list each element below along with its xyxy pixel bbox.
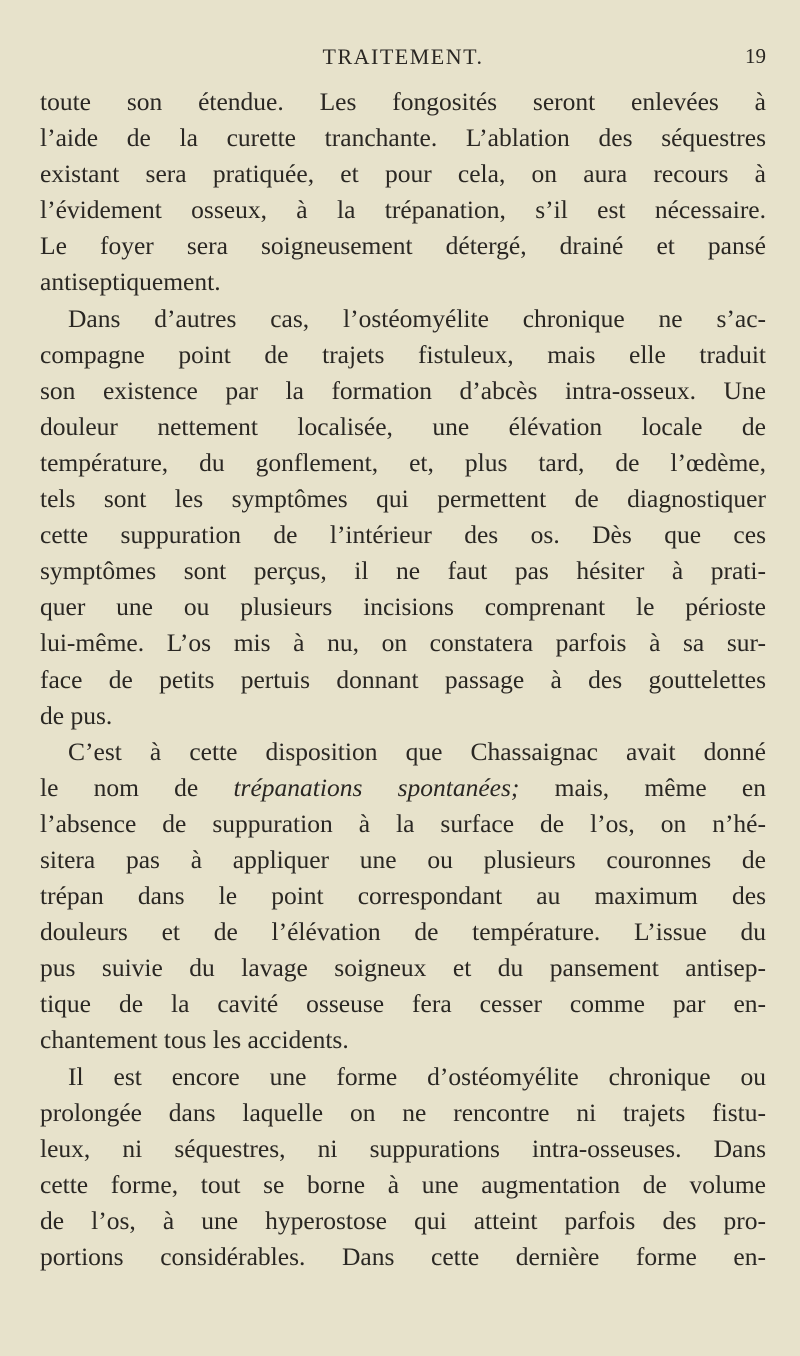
text-line: trépan dans le point correspondant au maximum des [40, 881, 766, 911]
text-line: cette suppuration de l’intérieur des os. Dès que ces [40, 520, 766, 550]
text-line: Il est encore une forme d’ostéomyélite chronique ou [68, 1061, 766, 1091]
text-line: de l’os, à une hyperostose qui atteint parfois des pro- [40, 1205, 766, 1235]
text-line: antiseptiquement. [40, 267, 221, 297]
italic-term: trépanations spontanées; [233, 772, 520, 802]
text-line: chantement tous les accidents. [40, 1025, 349, 1055]
text-line: l’aide de la curette tranchante. L’ablation des séquestres [40, 123, 766, 153]
page-number: 19 [745, 44, 766, 68]
text-segment: mais, même en [519, 772, 766, 802]
text-line: face de petits pertuis donnant passage à des gouttelettes [40, 664, 766, 694]
text-line: tels sont les symptômes qui permettent de diagnostiquer [40, 484, 766, 514]
text-line: de pus. [40, 700, 113, 730]
body-text [40, 84, 766, 1275]
text-line: Dans d’autres cas, l’ostéomyélite chronique ne s’ac- [68, 303, 766, 333]
text-line: sitera pas à appliquer une ou plusieurs couronnes de [40, 844, 766, 874]
text-line: l’évidement osseux, à la trépanation, s’il est nécessaire. [40, 195, 766, 225]
text-line: cette forme, tout se borne à une augmentation de volume [40, 1169, 766, 1199]
text-line: Le foyer sera soigneusement détergé, drainé et pansé [40, 231, 766, 261]
page-header [40, 44, 766, 78]
running-title: TRAITEMENT. [322, 44, 484, 69]
text-line: symptômes sont perçus, il ne faut pas hésiter à prati- [40, 556, 766, 586]
text-line: existant sera pratiquée, et pour cela, on aura recours à [40, 159, 766, 189]
text-line: son existence par la formation d’abcès intra-osseux. Une [40, 375, 766, 405]
text-line: compagne point de trajets fistuleux, mais elle traduit [40, 339, 766, 369]
text-line: prolongée dans laquelle on ne rencontre ni trajets fistu- [40, 1097, 766, 1127]
text-line: pus suivie du lavage soigneux et du pansement antisep- [40, 953, 766, 983]
text-line: toute son étendue. Les fongosités seront enlevées à [40, 87, 766, 116]
text-line: tique de la cavité osseuse fera cesser comme par en- [40, 989, 766, 1019]
text-line: quer une ou plusieurs incisions comprenant le périoste [40, 592, 766, 622]
text-segment: le nom de [40, 772, 234, 802]
text-line: lui-même. L’os mis à nu, on constatera parfois à sa sur- [40, 628, 766, 658]
text-line: C’est à cette disposition que Chassaignac avait donné [68, 736, 766, 766]
text-line: température, du gonflement, et, plus tard, de l’œdème, [40, 447, 766, 477]
text-line: leux, ni séquestres, ni suppurations intra-osseuses. Dans [40, 1133, 766, 1163]
text-line: douleurs et de l’élévation de température. L’issue du [40, 917, 766, 947]
text-line [40, 770, 766, 806]
text-line: portions considérables. Dans cette dernière forme en- [40, 1242, 766, 1271]
text-line: douleur nettement localisée, une élévation locale de [40, 411, 766, 441]
text-line: l’absence de suppuration à la surface de l’os, on n’hé- [40, 808, 766, 838]
